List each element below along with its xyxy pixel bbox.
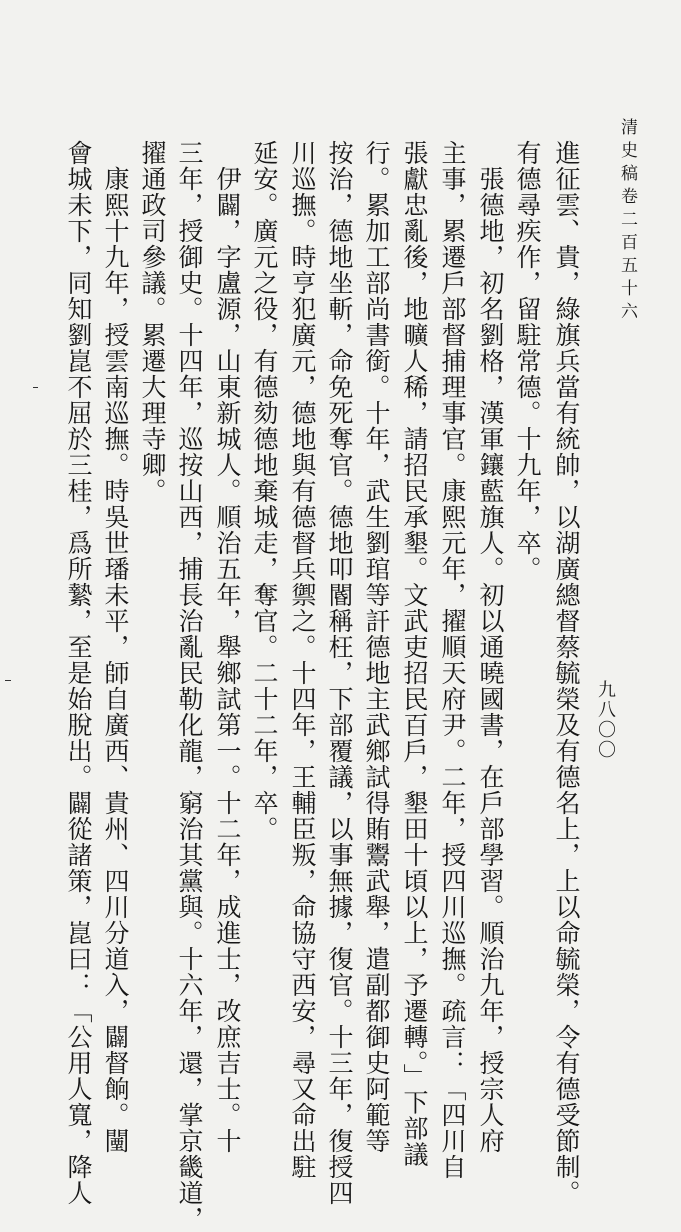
text-column: 康熙十九年，授雲南巡撫。時吳世璠未平，師自廣西、貴州、四川分道入，闢督餉。闉 (101, 140, 130, 1154)
text-column: 進征雲、貴，綠旗兵當有統帥，以湖廣總督蔡毓榮及有德名上，上以命毓榮，令有德受節制。 (552, 140, 581, 1206)
margin-speck (33, 387, 38, 388)
text-column: 川巡撫。時亨犯廣元，德地與有德督兵禦之。十四年，王輔臣叛，命協守西安，尋又命出駐 (288, 140, 317, 1180)
text-column: 延安。廣元之役，有德劾德地棄城走，奪官。二十二年，卒。 (250, 140, 279, 842)
text-column: 張獻忠亂後，地曠人稀，請招民承墾。文武吏招民百戶，墾田十頃以上，予遷轉。」下部議 (400, 140, 429, 1168)
text-column: 會城未下，同知劉崑不屈於三桂，爲所縶，至是始脫出。闢從諸策，崑曰：「公用人寬，降人 (64, 140, 93, 1206)
text-column: 伊闢，字盧源，山東新城人。順治五年，舉鄉試第一。十二年，成進士，改庶吉士。十 (213, 140, 242, 1154)
margin-speck (5, 680, 11, 681)
text-column: 行。累加工部尚書銜。十年，武生劉琯等訐德地主武鄉試得賄鬻武舉，遣副都御史阿範等 (362, 140, 391, 1154)
running-header: 清史稿卷二百五十六 (617, 118, 637, 325)
text-column: 張德地，初名劉格，漢軍鑲藍旗人。初以通曉國書，在戶部學習。順治九年，授宗人府 (476, 140, 505, 1154)
text-column: 按治，德地坐斬，命免死奪官。德地叩閽稱枉，下部覆議，以事無據，復官。十三年，復授四 (325, 140, 354, 1206)
text-column: 擢通政司參議。累遷大理寺卿。 (138, 140, 167, 504)
text-column: 有德尋疾作，留駐常德。十九年，卒。 (513, 140, 542, 582)
text-column: 主事，累遷戶部督捕理事官。康熙元年，擢順天府尹。二年，授四川巡撫。疏言：「四川自 (438, 140, 467, 1180)
text-column: 三年，授御史。十四年，巡按山西，捕長治亂民勒化龍，窮治其黨與。十六年，還，掌京畿道， (175, 140, 204, 1232)
page-number: 九八〇〇 (595, 680, 616, 760)
